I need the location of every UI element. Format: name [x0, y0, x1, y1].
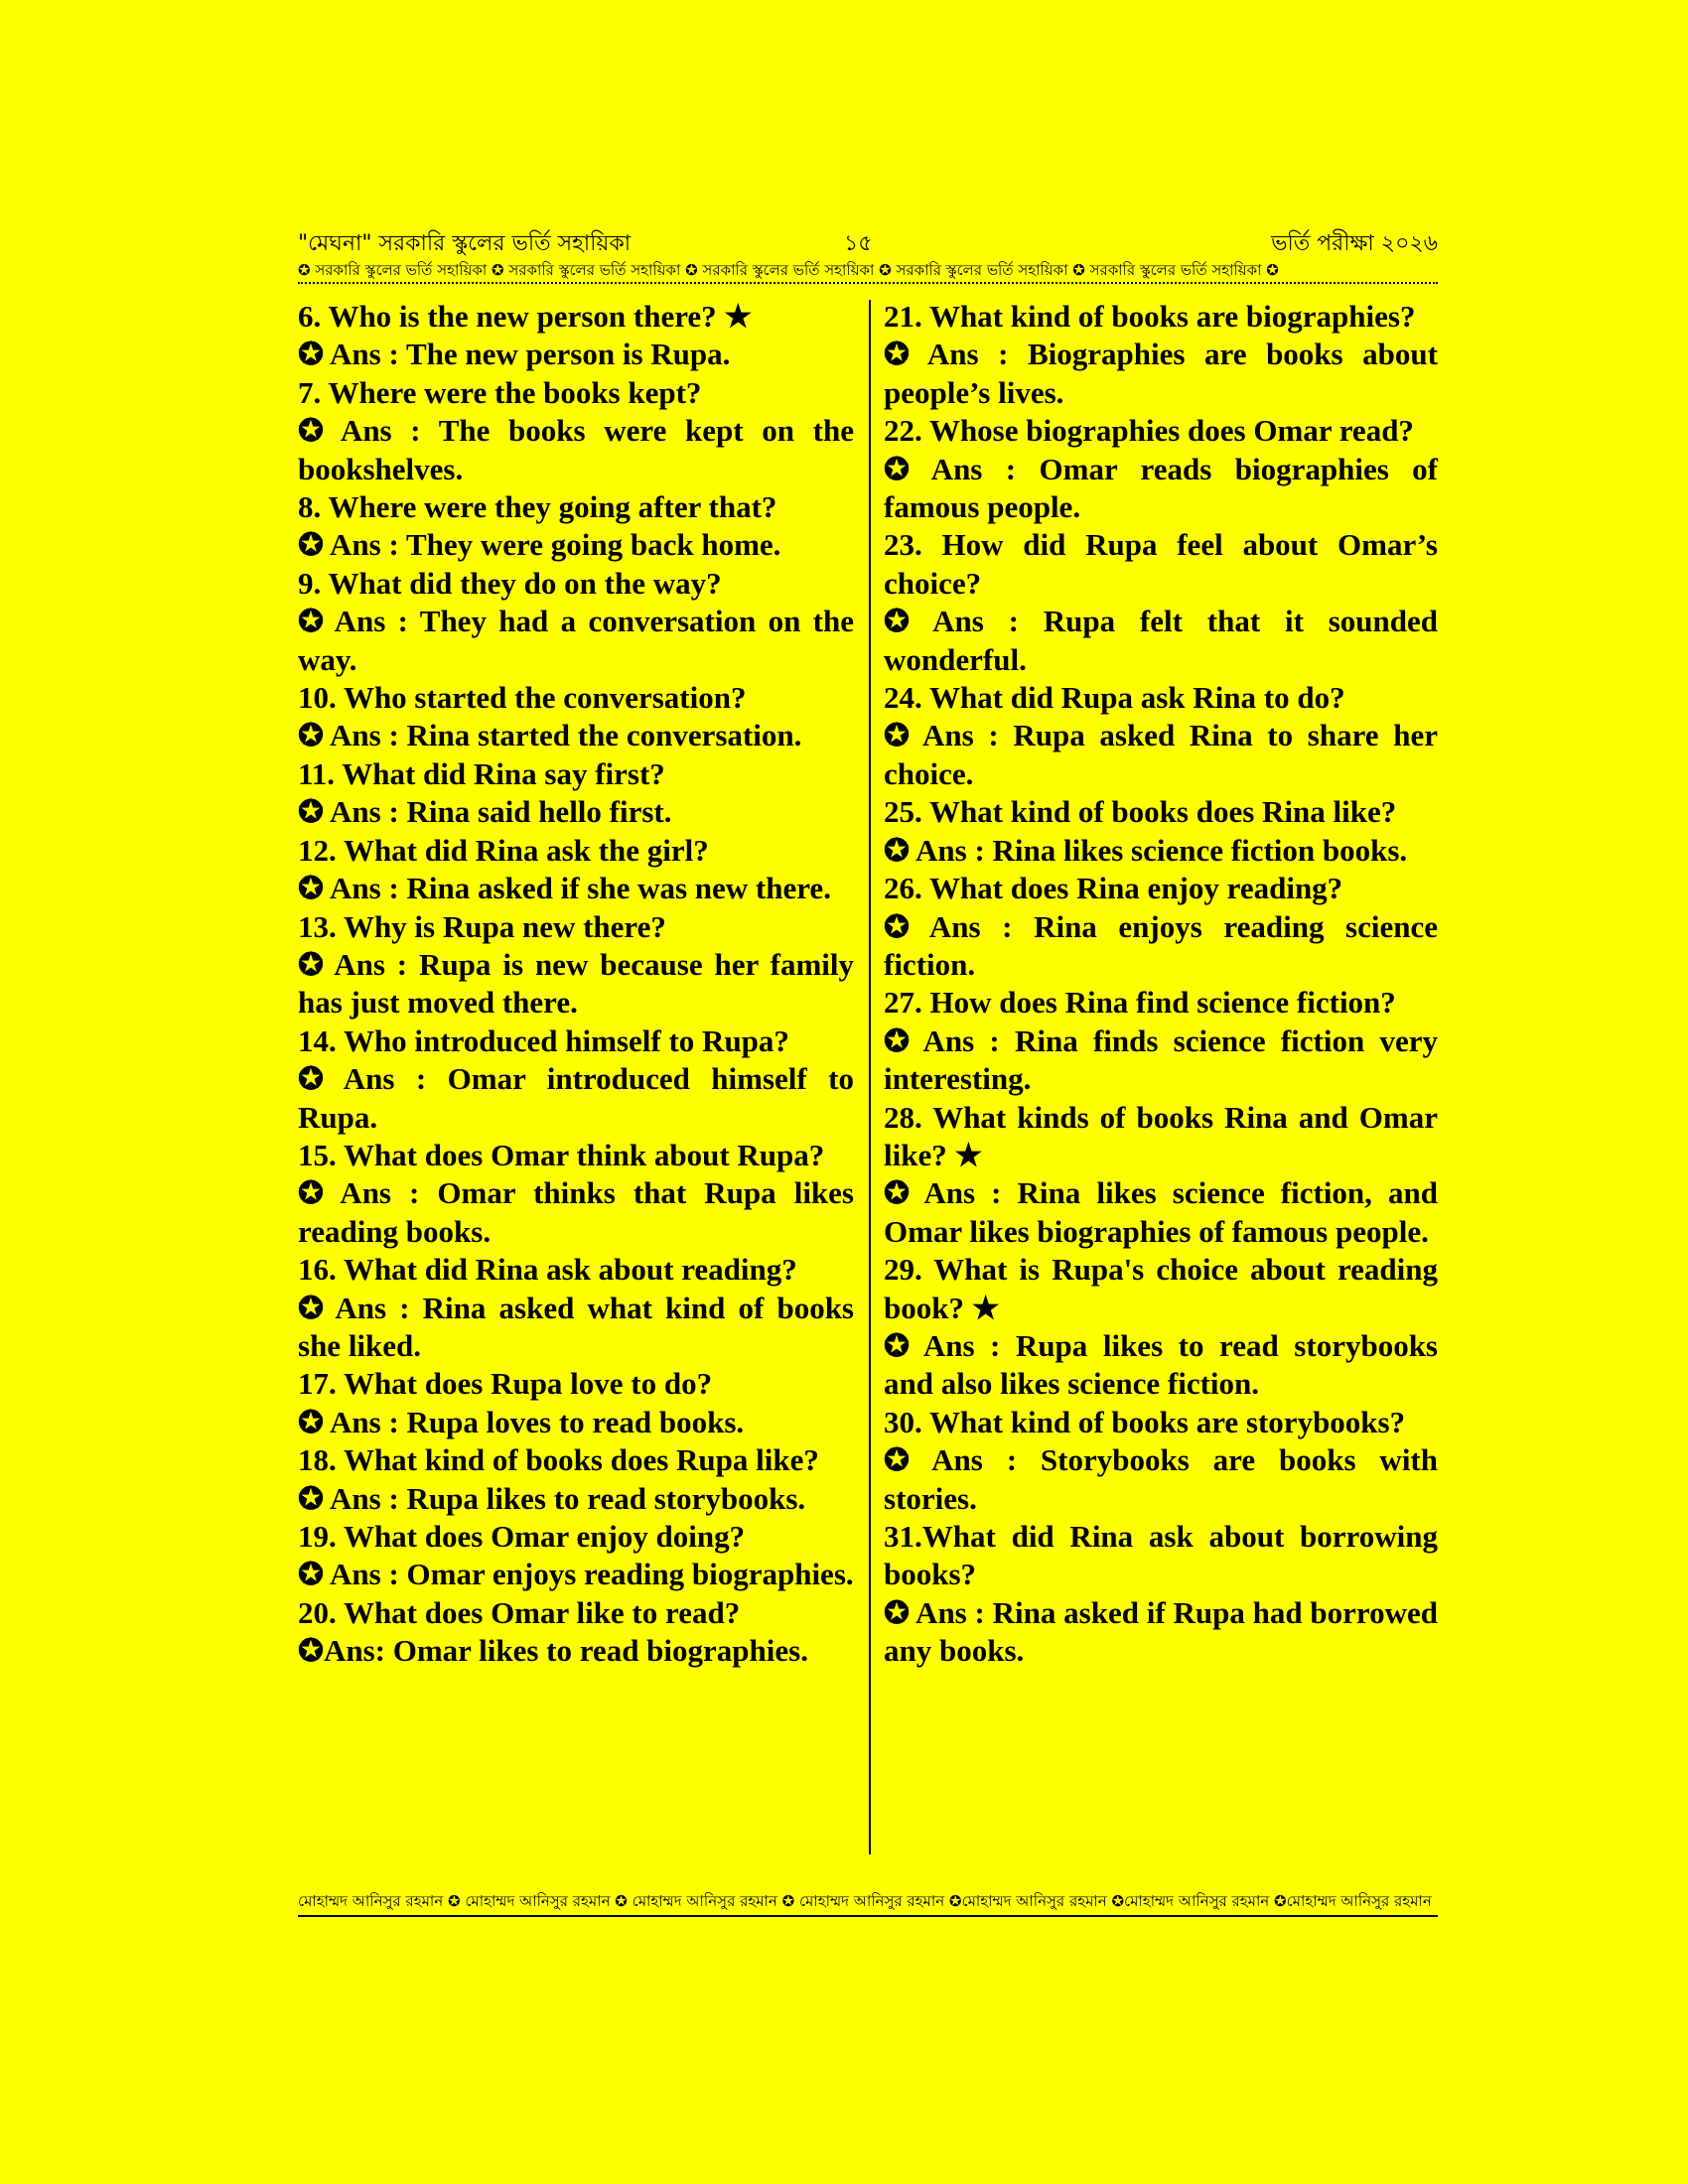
- question: 21. What kind of books are biographies?: [884, 299, 1416, 334]
- question: 17. What does Rupa love to do?: [298, 1366, 713, 1402]
- question: 12. What did Rina ask the girl?: [298, 832, 709, 868]
- question: 20. What does Omar like to read?: [298, 1594, 741, 1630]
- answer: ✪ Ans : Rupa likes to read storybooks.: [298, 1480, 806, 1516]
- question: 30. What kind of books are storybooks?: [884, 1404, 1406, 1439]
- answer: ✪ Ans : Rupa asked Rina to share her choice.: [884, 718, 1438, 791]
- column-divider: [869, 300, 871, 1854]
- answer: ✪ Ans : Rina likes science fiction, and Omar likes biographies of famous people.: [884, 1175, 1438, 1249]
- question: 24. What did Rupa ask Rina to do?: [884, 680, 1345, 716]
- answer: ✪ Ans : The books were kept on the bookshelves.: [298, 413, 854, 486]
- question: 14. Who introduced himself to Rupa?: [298, 1023, 789, 1058]
- question: 8. Where were they going after that?: [298, 489, 777, 525]
- page-number: ১৫: [844, 231, 873, 256]
- answer: ✪ Ans : Rina said hello first.: [298, 794, 672, 830]
- right-column: [884, 298, 1438, 1671]
- answer: ✪ Ans : Omar enjoys reading biographies.: [298, 1557, 854, 1592]
- header-title: "মেঘনা" সরকারি স্কুলের ভর্তি সহায়িকা: [298, 231, 632, 256]
- question: 22. Whose biographies does Omar read?: [884, 413, 1414, 449]
- left-column: [298, 298, 854, 1671]
- answer: ✪ Ans : Rina started the conversation.: [298, 718, 802, 753]
- question: 25. What kind of books does Rina like?: [884, 794, 1397, 830]
- question: 6. Who is the new person there? ★: [298, 299, 753, 334]
- question: 16. What did Rina ask about reading?: [298, 1252, 797, 1288]
- header-exam: ভর্তি পরীক্ষা ২০২৬: [1271, 231, 1438, 256]
- answer: ✪ Ans : Storybooks are books with stories.: [884, 1442, 1438, 1516]
- answer: ✪ Ans : Rupa loves to read books.: [298, 1404, 745, 1439]
- answer: ✪ Ans : Rina likes science fiction books.: [884, 832, 1408, 868]
- answer: ✪ Ans : Biographies are books about people’s lives.: [884, 337, 1438, 410]
- answer: ✪ Ans : Rina enjoys reading science fiction.: [884, 908, 1438, 982]
- answer: ✪ Ans : Rina asked if she was new there.: [298, 871, 831, 906]
- question: 23. How did Rupa feel about Omar’s choice?: [884, 527, 1438, 601]
- question: 19. What does Omar enjoy doing?: [298, 1519, 746, 1554]
- answer: ✪ Ans : Omar reads biographies of famous people.: [884, 451, 1438, 525]
- answer: ✪ Ans : The new person is Rupa.: [298, 337, 731, 372]
- answer: ✪ Ans : Rupa felt that it sounded wonderful.: [884, 604, 1438, 677]
- question: 10. Who started the conversation?: [298, 680, 747, 716]
- answer: ✪ Ans : Omar thinks that Rupa likes reading books.: [298, 1175, 854, 1249]
- answer: ✪ Ans : Rupa likes to read storybooks and also likes science fiction.: [884, 1327, 1438, 1402]
- answer: ✪ Ans : Rupa is new because her family has just moved there.: [298, 946, 854, 1021]
- answer: ✪ Ans : They were going back home.: [298, 527, 781, 563]
- footer-strip: মোহাম্মদ আনিসুর রহমান ✪ মোহাম্মদ আনিসুর রহমান ✪ মোহাম্মদ আনিসুর রহমান ✪ মোহাম্মদ আনিসুর রহমান ✪মোহাম্মদ আনিসুর রহমান ✪মোহাম্মদ আনিসুর রহমান ✪মোহাম্মদ আনিসুর রহমান: [298, 1891, 1438, 1917]
- question: 13. Why is Rupa new there?: [298, 908, 666, 944]
- answer: ✪ Ans : They had a conversation on the way.: [298, 604, 854, 677]
- header-strip: ✪ সরকারি স্কুলের ভর্তি সহায়িকা ✪ সরকারি স্কুলের ভর্তি সহায়িকা ✪ সরকারি স্কুলের ভর্তি সহায়িকা ✪ সরকারি স্কুলের ভর্তি সহায়িকা ✪ সরকারি স্কুলের ভর্তি সহায়িকা ✪: [298, 260, 1438, 284]
- question: 11. What did Rina say first?: [298, 755, 665, 791]
- question: 9. What did they do on the way?: [298, 565, 722, 601]
- answer: ✪ Ans : Rina asked if Rupa had borrowed any books.: [884, 1594, 1438, 1669]
- answer: ✪Ans: Omar likes to read biographies.: [298, 1633, 808, 1669]
- question: 18. What kind of books does Rupa like?: [298, 1442, 819, 1478]
- question: 7. Where were the books kept?: [298, 374, 702, 410]
- question: 28. What kinds of books Rina and Omar like? ★: [884, 1099, 1438, 1172]
- question: 31.What did Rina ask about borrowing books?: [884, 1519, 1438, 1592]
- answer: ✪ Ans : Rina asked what kind of books she liked.: [298, 1290, 854, 1363]
- answer: ✪ Ans : Rina finds science fiction very interesting.: [884, 1023, 1438, 1097]
- question: 27. How does Rina find science fiction?: [884, 985, 1396, 1021]
- question: 29. What is Rupa's choice about reading book? ★: [884, 1252, 1438, 1325]
- answer: ✪ Ans : Omar introduced himself to Rupa.: [298, 1061, 854, 1135]
- question: 15. What does Omar think about Rupa?: [298, 1137, 825, 1172]
- question: 26. What does Rina enjoy reading?: [884, 871, 1343, 906]
